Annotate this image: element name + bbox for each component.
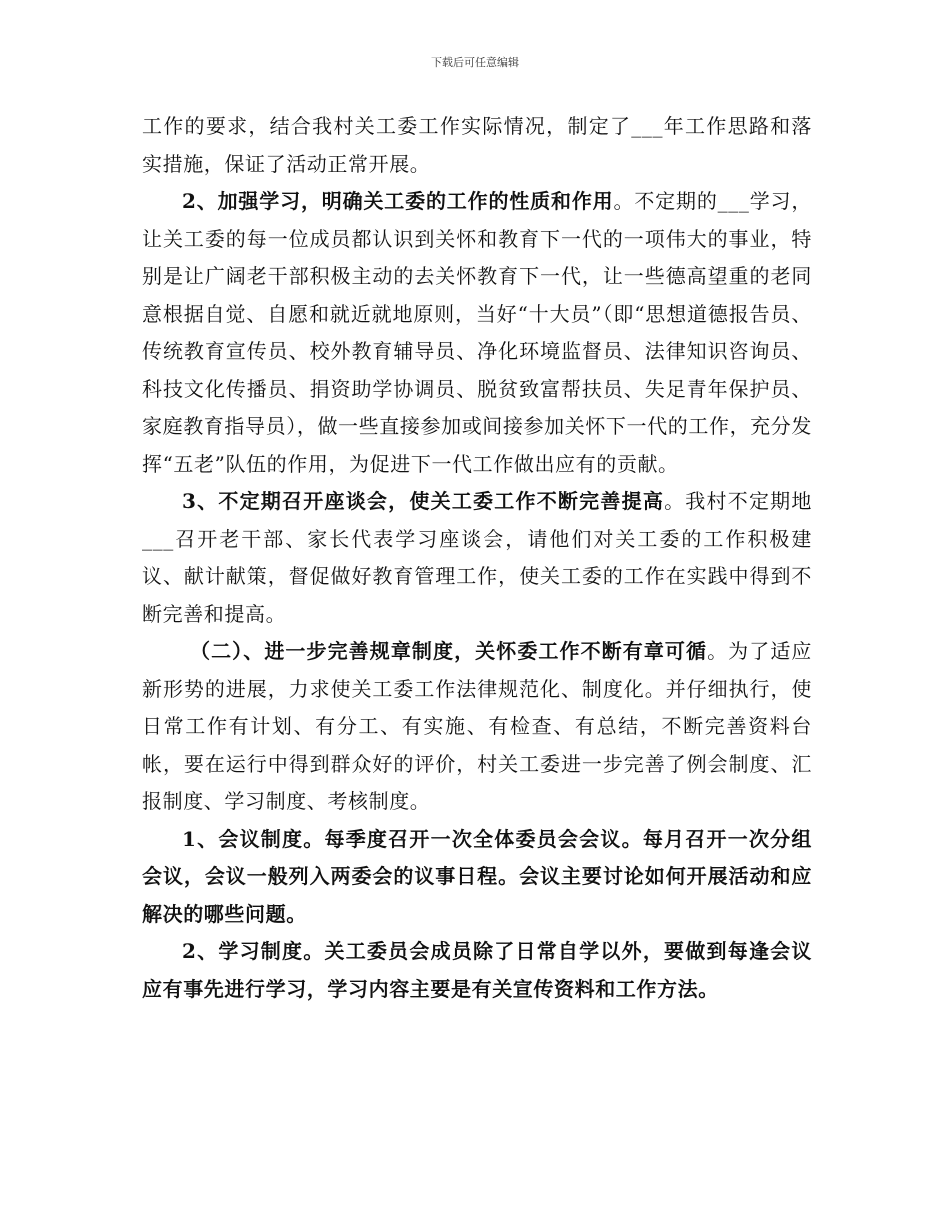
page-header: 下载后可任意编辑: [431, 56, 519, 69]
paragraph-heading: （二）、进一步完善规章制度，关怀委工作不断有章可循: [190, 639, 708, 663]
paragraph-4: [142, 633, 812, 821]
paragraph-text: 。我村不定期地___召开老干部、家长代表学习座谈会，请他们对关工委的工作积极建议、献计献策，督促做好教育管理工作，使关工委的工作在实践中得到不断完善和提高。: [142, 489, 813, 626]
paragraph-heading: 2、加强学习，明确关工委的工作的性质和作用: [182, 189, 614, 213]
paragraph-2: [142, 183, 812, 483]
paragraph-3: [142, 483, 812, 633]
paragraph-5: [142, 821, 812, 934]
paragraph-6: [142, 933, 812, 1008]
paragraph-text: 。不定期的___学习，让关工委的每一位成员都认识到关怀和教育下一代的一项伟大的事业，特别是让广阔老干部积极主动的去关怀教育下一代，让一些德高望重的老同意根据自觉、自愿和就近就地原则，当好“十大员”（即“思想道德报告员、传统教育宣传员、校外教育辅导员、净化环境监督员、法律知识咨询员、科技文化传播员、捐资助学协调员、脱贫致富帮扶员、失足青年保护员、家庭教育指导员），做一些直接参加或间接参加关怀下一代的工作，充分发挥“五老”队伍的作用，为促进下一代工作做出应有的贡献。: [142, 189, 812, 476]
paragraph-1: [142, 108, 812, 183]
paragraph-text: 。为了适应新形势的进展，力求使关工委工作法律规范化、制度化。并仔细执行，使日常工作有计划、有分工、有实施、有检查、有总结，不断完善资料台帐，要在运行中得到群众好的评价，村关工委进一步完善了例会制度、汇报制度、学习制度、考核制度。: [142, 639, 813, 813]
paragraph-heading: 1、会议制度。每季度召开一次全体委员会会议。每月召开一次分组会议，会议一般列入两委会的议事日程。会议主要讨论如何开展活动和应解决的哪些问题。: [142, 826, 812, 926]
document-body: [142, 108, 812, 1008]
paragraph-text: 工作的要求，结合我村关工委工作实际情况，制定了___年工作思路和落实措施，保证了活动正常开展。: [142, 114, 812, 176]
paragraph-heading: 3、不定期召开座谈会，使关工委工作不断完善提高: [182, 489, 665, 513]
paragraph-heading: 2、学习制度。关工委员会成员除了日常自学以外，要做到每逢会议应有事先进行学习，学习内容主要是有关宣传资料和工作方法。: [142, 939, 812, 1001]
